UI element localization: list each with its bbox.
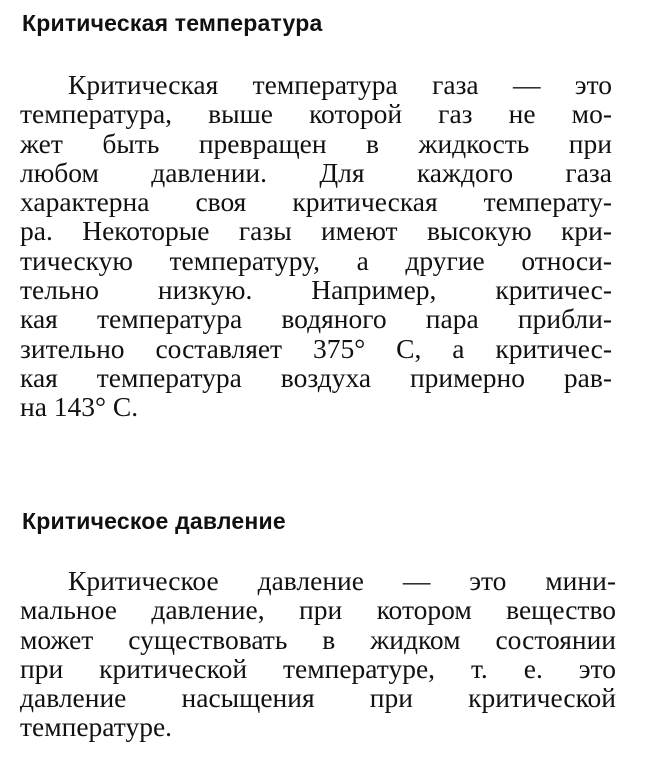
section-heading-critical-temperature: Критическая температура (22, 10, 323, 36)
text-line: может существовать в жидком состоянии (20, 623, 616, 655)
text-line: на 143° С. (20, 391, 139, 423)
text-line: любом давлении. Для каждого газа (20, 156, 612, 188)
text-line: ра. Некоторые газы имеют высокую кри- (20, 215, 612, 247)
text-line: при критической температуре, т. е. это (20, 652, 616, 684)
text-line: характерна своя критическая температу- (20, 186, 612, 218)
text-line: тельно низкую. Например, критичес- (20, 274, 612, 306)
text-line: зительно составляет 375° С, а критичес- (20, 332, 612, 364)
paragraph-critical-temperature (20, 70, 612, 422)
text-line: кая температура воздуха примерно рав- (20, 361, 612, 393)
paragraph-critical-pressure (20, 566, 616, 742)
text-line: давление насыщения при критической (20, 682, 616, 714)
section-heading-critical-pressure: Критическое давление (22, 508, 286, 534)
text-line: мальное давление, при котором вещество (20, 594, 616, 626)
text-line: Критическая температура газа — это (68, 69, 612, 100)
text-line: тическую температуру, а другие относи- (20, 244, 612, 276)
text-line: температуре. (20, 711, 173, 743)
text-line: кая температура водяного пара прибли- (20, 303, 612, 335)
text-line: жет быть превращен в жидкость при (20, 127, 612, 159)
text-line: Критическое давление — это мини- (68, 565, 616, 596)
text-line: температура, выше которой газ не мо- (20, 98, 612, 130)
